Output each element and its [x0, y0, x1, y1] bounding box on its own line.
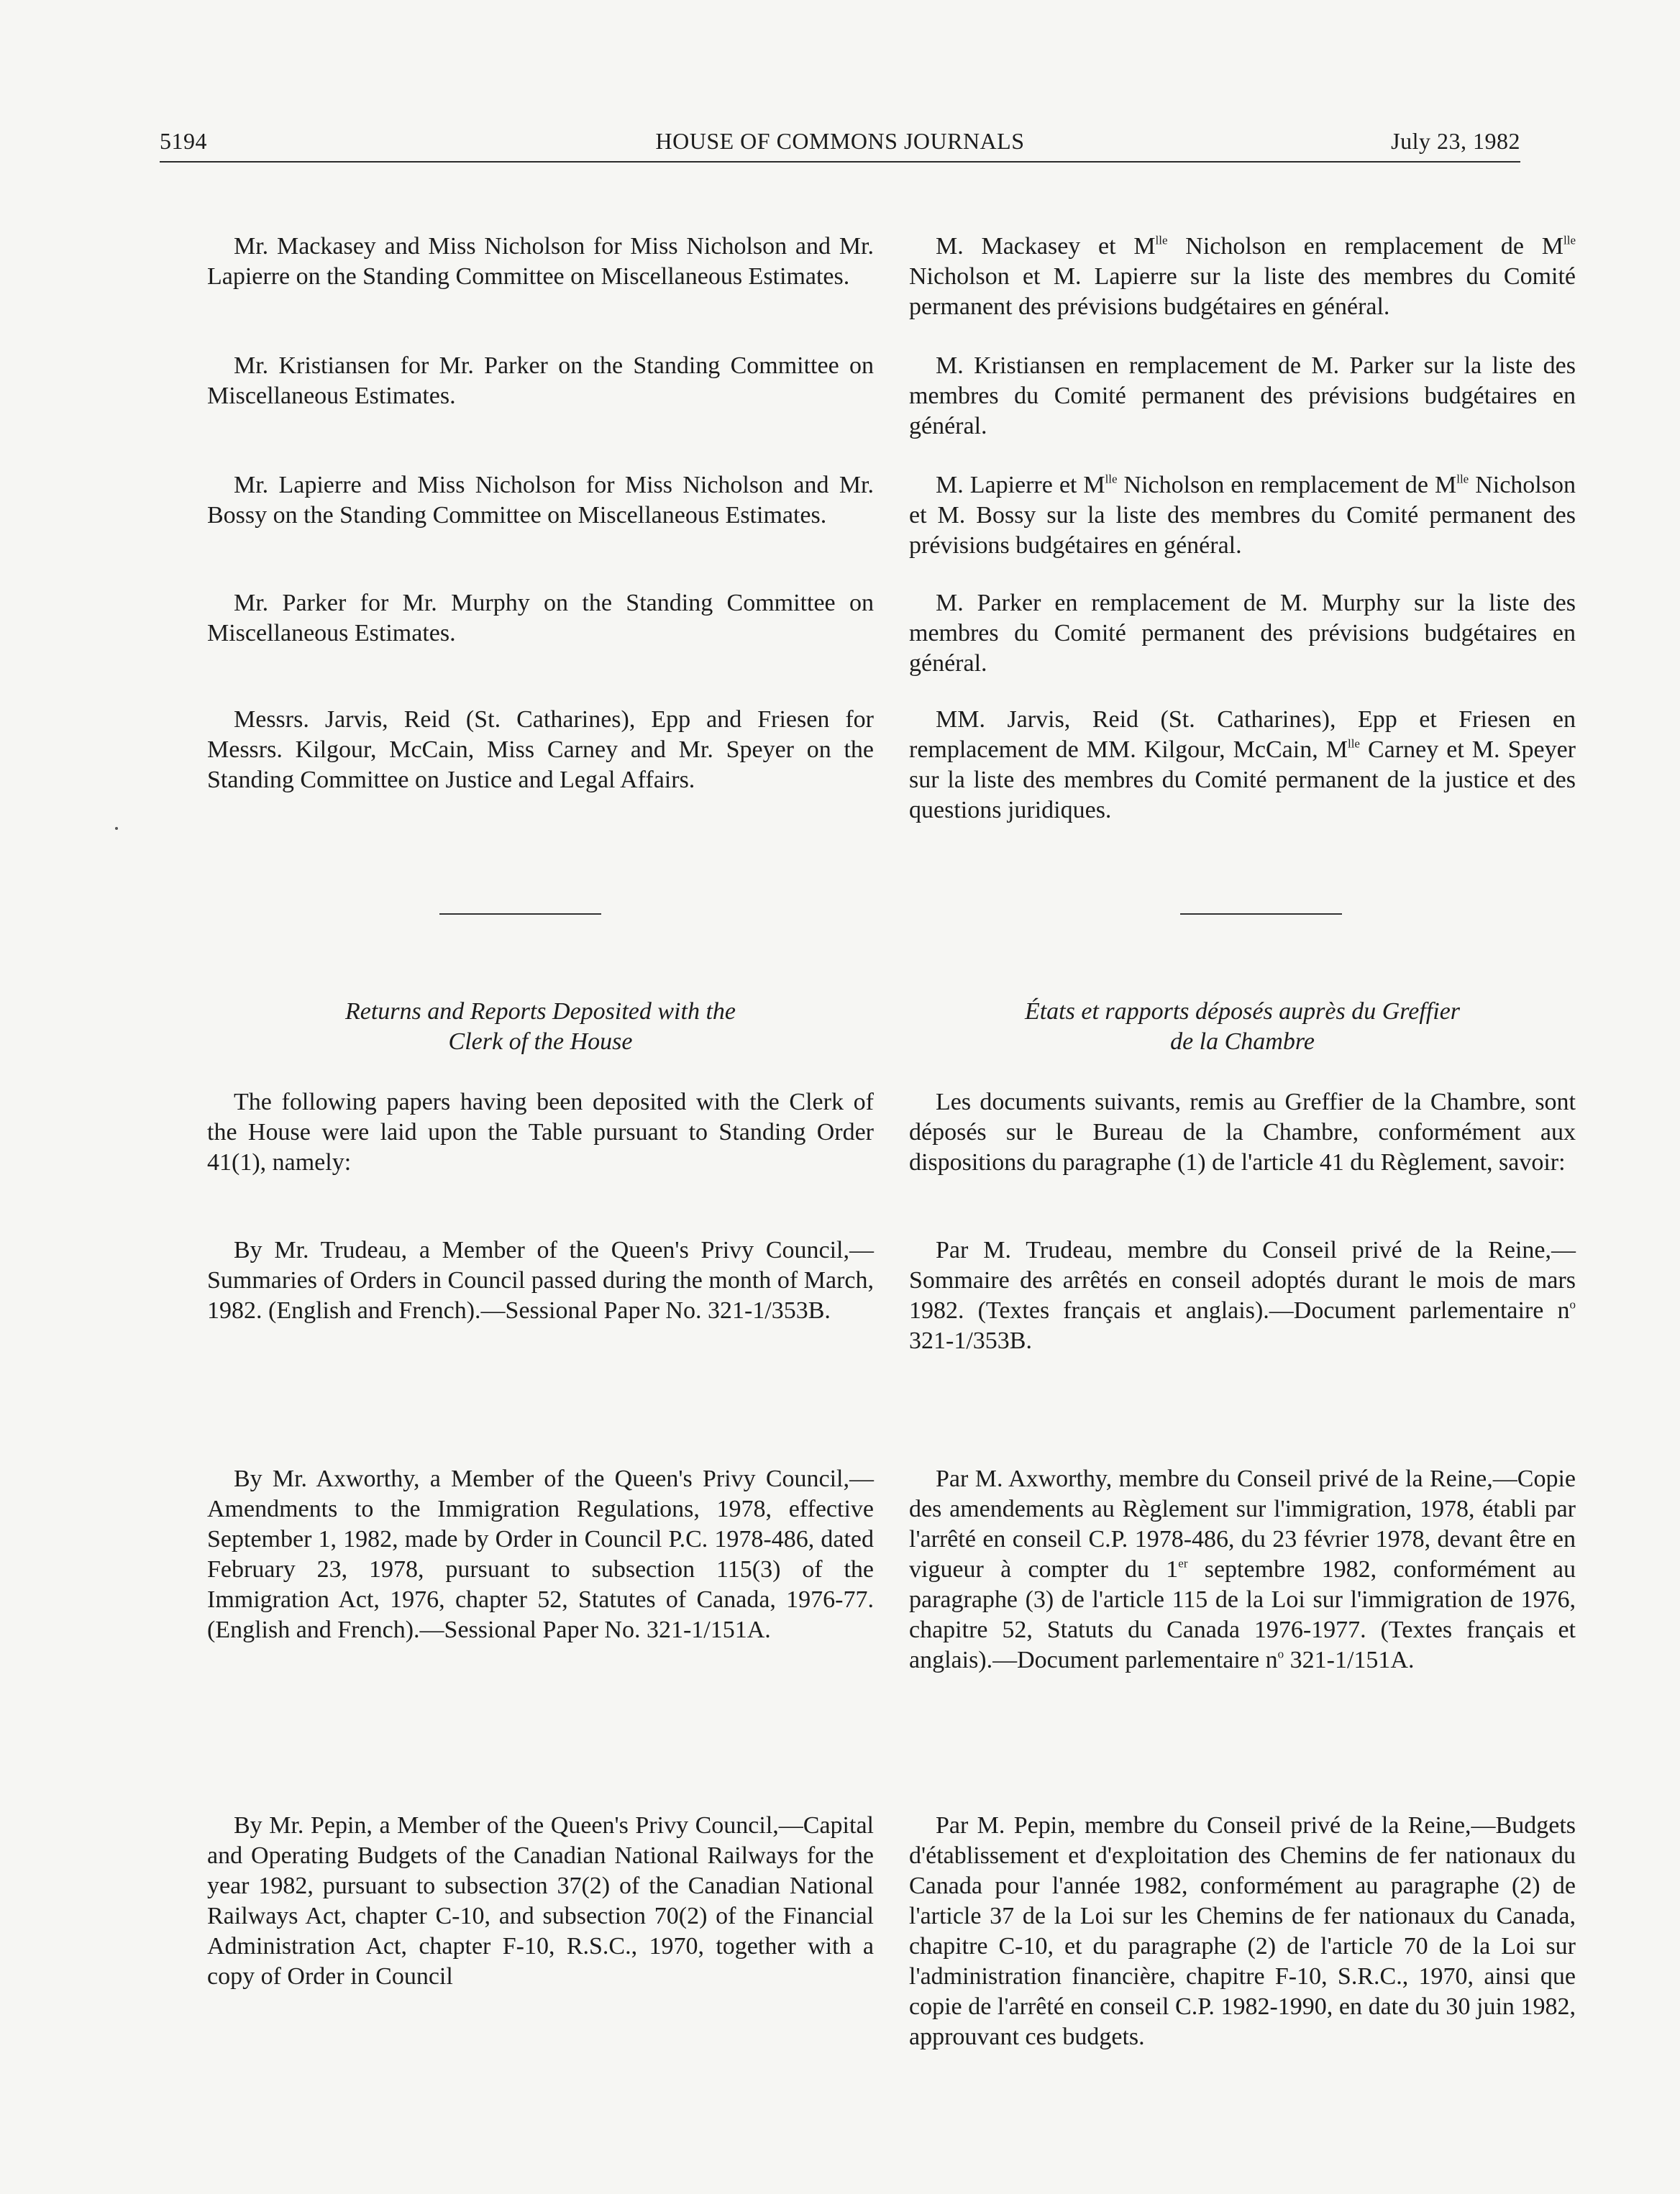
fr-section-heading-line1: États et rapports déposés auprès du Greffier — [1024, 998, 1461, 1025]
journal-date: July 23, 1982 — [1391, 128, 1520, 154]
fr-item-axworthy: Par M. Axworthy, membre du Conseil privé de la Reine,—Copie des amendements au Règlement sur l'immigration, 1978, établi par l'arrêté en conseil C.P. 1978-486, du 23 février 1978, devant être en vigueur à compter du 1er septembre 1982, conformément au paragraphe (3) de l'article 115 de la Loi sur l'immigration de 1976, chapitre 52, Statuts du Canada 1976-1977. (Textes français et anglais).—Document parlementaire $n^o$ 321-1/151A. — [909, 1466, 1576, 1673]
section-divider — [439, 913, 601, 915]
page-number: 5194 — [160, 128, 207, 154]
fr-intro: Les documents suivants, remis au Greffier de la Chambre, sont déposés sur le Bureau de la Chambre, conformément aux dispositions du paragraphe (1) de l'article 41 du Règlement, savoir: — [909, 1089, 1576, 1176]
fr-item-pepin: Par M. Pepin, membre du Conseil privé de la Reine,—Budgets d'établissement et d'exploitation des Chemins de fer nationaux du Canada pour l'année 1982, conformément au paragraphe (2) de l'article 37 de la Loi sur les Chemins de fer nationaux du Canada, chapitre C-10, et du paragraphe (2) de l'article 70 de la Loi sur l'administration financière, chapitre F-10, S.R.C., 1970, ainsi que copie de l'arrêté en conseil C.P. 1982-1990, en date du 30 juin 1982, approuvant ces budgets. — [909, 1812, 1576, 2050]
fr-section-heading-line2: de la Chambre — [1170, 1028, 1315, 1055]
en-substitution-4: Mr. Parker for Mr. Murphy on the Standing Committee on Miscellaneous Estimates. — [207, 590, 874, 646]
en-substitution-2: Mr. Kristiansen for Mr. Parker on the Standing Committee on Miscellaneous Estimates. — [207, 352, 874, 409]
en-substitution-5: Messrs. Jarvis, Reid (St. Catharines), Epp and Friesen for Messrs. Kilgour, McCain, Miss Carney and Mr. Speyer on the Standing Committee on Justice and Legal Affairs. — [207, 706, 874, 793]
en-section-heading-line1: Returns and Reports Deposited with the — [344, 998, 736, 1025]
en-item-axworthy: By Mr. Axworthy, a Member of the Queen's Privy Council,—Amendments to the Immigration Regulations, 1978, effective September 1, 1982, made by Order in Council P.C. 1978-486, dated February 23, 1978, pursuant to subsection 115(3) of the Immigration Act, 1976, chapter 52, Statutes of Canada, 1976-77. (English and French).—Sessional Paper No. 321-1/151A. — [207, 1466, 874, 1643]
en-substitution-3: Mr. Lapierre and Miss Nicholson for Miss Nicholson and Mr. Bossy on the Standing Committee on Miscellaneous Estimates. — [207, 472, 874, 529]
en-intro: The following papers having been deposited with the Clerk of the House were laid upon the Table pursuant to Standing Order 41(1), namely: — [207, 1089, 874, 1176]
fr-substitution-5: MM. Jarvis, Reid (St. Catharines), Epp et Friesen en remplacement de MM. Kilgour, McCain, $M^{lle}$ Carney et M. Speyer sur la liste des membres du Comité permanent de la justice et des questions juridiques. — [909, 706, 1576, 823]
fr-item-trudeau: Par M. Trudeau, membre du Conseil privé de la Reine,—Sommaire des arrêtés en conseil adoptés durant le mois de mars 1982. (Textes français et anglais).—Document parlementaire $n^o$ 321-1/353B. — [909, 1237, 1576, 1354]
scan-speck — [115, 827, 118, 830]
en-item-trudeau: By Mr. Trudeau, a Member of the Queen's Privy Council,—Summaries of Orders in Council passed during the month of March, 1982. (English and French).—Sessional Paper No. 321-1/353B. — [207, 1237, 874, 1324]
en-section-heading-line2: Clerk of the House — [448, 1028, 633, 1055]
page-header — [160, 124, 1520, 163]
fr-substitution-3: M. Lapierre et $M^{lle}$ Nicholson en remplacement de $M^{lle}$ Nicholson et M. Bossy sur la liste des membres du Comité permanent des prévisions budgétaires en général. — [909, 472, 1576, 559]
fr-substitution-2: M. Kristiansen en remplacement de M. Parker sur la liste des membres du Comité permanent des prévisions budgétaires en général. — [909, 352, 1576, 439]
en-substitution-1: Mr. Mackasey and Miss Nicholson for Miss Nicholson and Mr. Lapierre on the Standing Committee on Miscellaneous Estimates. — [207, 233, 874, 290]
journal-title: HOUSE OF COMMONS JOURNALS — [655, 128, 1025, 154]
section-divider — [1180, 913, 1342, 915]
fr-substitution-1: M. Mackasey et $M^{lle}$ Nicholson en remplacement de $M^{lle}$ Nicholson et M. Lapierre sur la liste des membres du Comité permanent des prévisions budgétaires en général. — [909, 233, 1576, 320]
en-item-pepin: By Mr. Pepin, a Member of the Queen's Privy Council,—Capital and Operating Budgets of the Canadian National Railways for the year 1982, pursuant to subsection 37(2) of the Canadian National Railways Act, chapter C-10, and subsection 70(2) of the Financial Administration Act, chapter F-10, R.S.C., 1970, together with a copy of Order in Council — [207, 1812, 874, 1990]
fr-substitution-4: M. Parker en remplacement de M. Murphy sur la liste des membres du Comité permanent des prévisions budgétaires en général. — [909, 590, 1576, 677]
